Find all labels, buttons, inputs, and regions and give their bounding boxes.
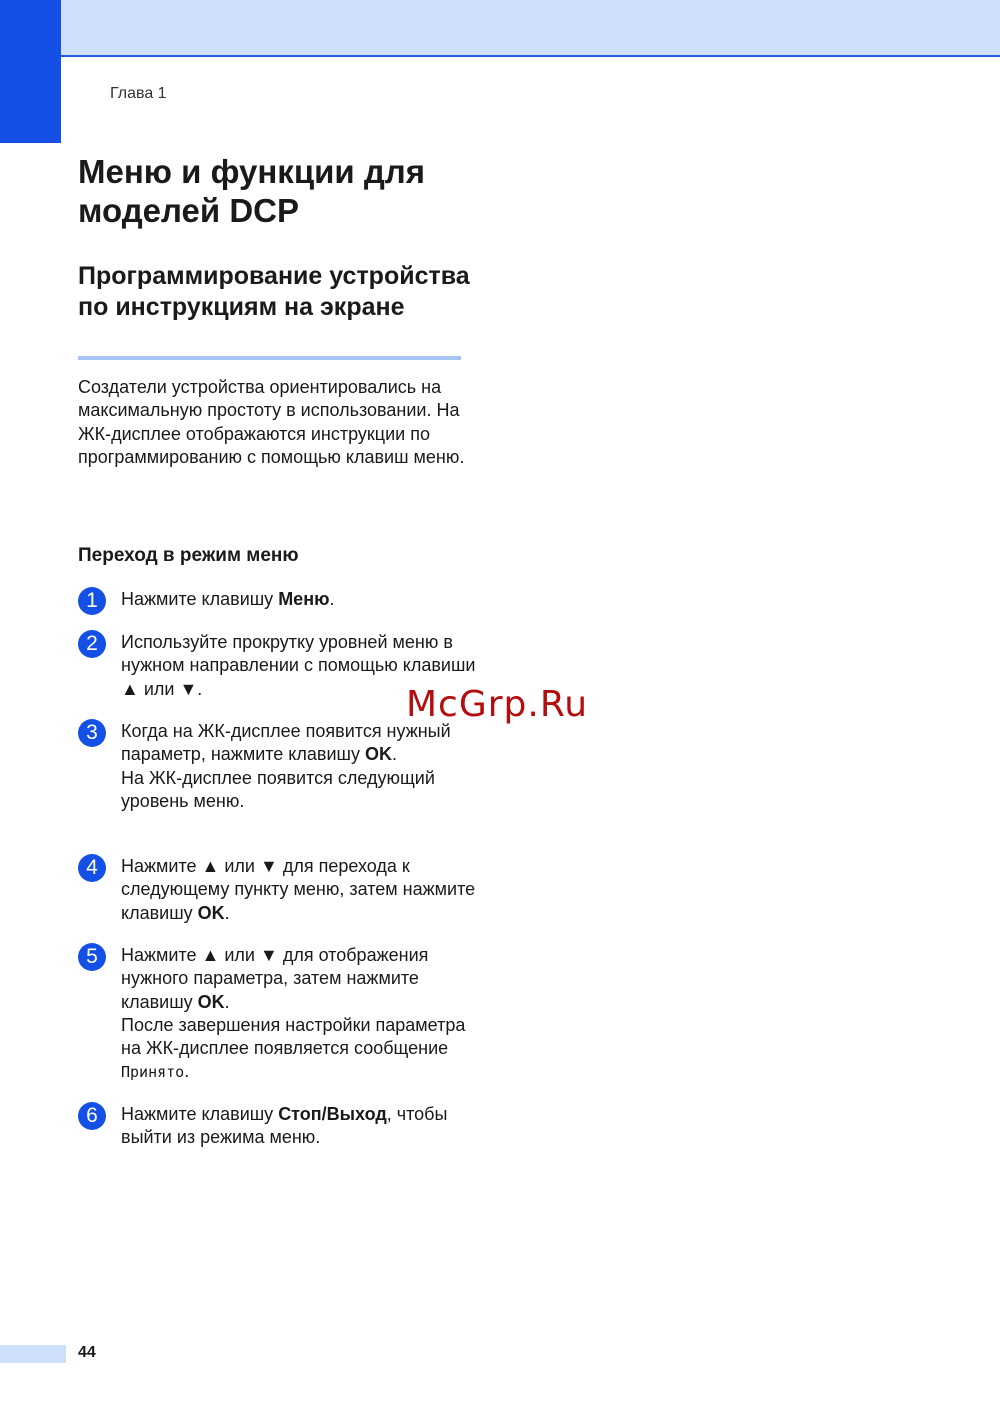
step-number-badge: 6 [78, 1102, 106, 1130]
step-text-part: . [224, 902, 230, 923]
arrow-down-icon: ▼ [260, 945, 278, 965]
subsection-heading: Переход в режим меню [78, 545, 299, 566]
step-text [121, 1103, 476, 1150]
step-number-badge: 2 [78, 630, 106, 658]
step-text [121, 944, 476, 1085]
footer-bar [0, 1345, 66, 1363]
step-text-part: для перехода к следующему пункту меню, затем нажмите клавишу [121, 856, 476, 923]
key-name: OK [197, 902, 225, 923]
step-number-badge: 5 [78, 943, 106, 971]
step-text-part: . [197, 678, 203, 699]
header-band [0, 0, 1000, 57]
arrow-up-icon: ▲ [201, 856, 220, 876]
intro-paragraph: Создатели устройства ориентировались на максимальную простоту в использовании. На ЖК-дисплее отображаются инструкции по программированию с помощью клавиш меню. [78, 377, 465, 468]
step-text [121, 720, 476, 813]
step-text-part: Нажмите клавишу [121, 1104, 279, 1124]
key-name: Стоп/Выход [278, 1104, 387, 1124]
step-number-badge: 1 [78, 587, 106, 615]
step-text-part: . [184, 1061, 190, 1082]
chapter-tab [0, 0, 61, 143]
step-text-part: для отображения нужного параметра, затем нажмите клавишу [121, 945, 429, 1012]
watermark: McGrp.Ru [406, 684, 589, 725]
arrow-up-icon: ▲ [121, 678, 139, 699]
step-text [121, 588, 476, 611]
step-number-badge: 4 [78, 854, 106, 882]
step-text-part: Нажмите [121, 945, 202, 965]
chapter-label: Глава 1 [110, 85, 167, 102]
section-heading: Программирование устройства по инструкциям на экране [78, 262, 470, 321]
page-title: Меню и функции для моделей DCP [78, 153, 426, 229]
page-number: 44 [78, 1344, 96, 1361]
key-name: OK [197, 991, 225, 1012]
step-text-part: . [329, 589, 335, 609]
step-text-part: Нажмите клавишу [121, 589, 279, 609]
step-note: На ЖК-дисплее появится следующий уровень меню. [121, 767, 435, 811]
key-name: OK [364, 744, 392, 765]
step-text-part: . [224, 991, 230, 1012]
arrow-down-icon: ▼ [260, 856, 278, 876]
step-text-part: Используйте прокрутку уровней меню в нужном направлении с помощью клавиши [121, 632, 476, 676]
key-name: Меню [278, 589, 330, 609]
step-note: После завершения настройки параметра на ЖК-дисплее появляется сообщение [121, 1014, 466, 1059]
step-text-part: или [138, 678, 180, 699]
step-text-part: Когда на ЖК-дисплее появится нужный параметр, нажмите клавишу [121, 721, 451, 765]
arrow-up-icon: ▲ [201, 945, 220, 965]
step-text-part: или [219, 945, 260, 965]
step-number-badge: 3 [78, 719, 106, 747]
step-text-part: Нажмите [121, 856, 202, 876]
arrow-down-icon: ▼ [179, 678, 198, 699]
step-text-part: или [219, 856, 260, 876]
section-divider [78, 356, 461, 360]
step-text [121, 855, 476, 925]
step-text-part: , чтобы выйти из режима меню. [121, 1104, 448, 1148]
lcd-message: Принято [121, 1063, 185, 1082]
step-text-part: . [391, 744, 397, 765]
